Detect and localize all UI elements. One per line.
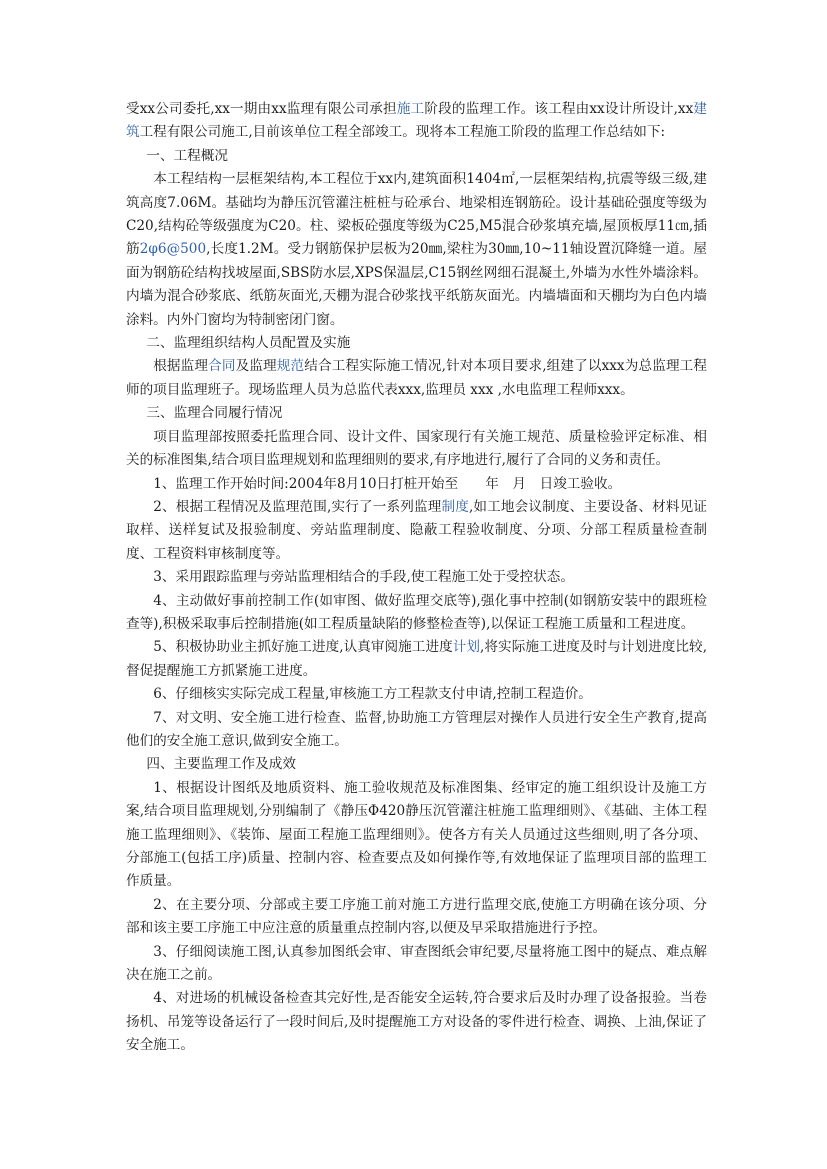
section4-heading: 四、主要监理工作及成效 (146, 756, 296, 773)
section1-heading: 一、工程概况 (146, 147, 228, 164)
section4-item-1: 1、根据设计图纸及地质资料、施工验收规范及标准图集、经审定的施工组织设计及施工方案,结合项目监理规划,分别编制了《静压Φ420静压沉管灌注桩施工监理细则》、《基础、主体工程施工监理细则》、《装饰、屋面工程施工监理细则》。使各方有关人员通过这些细则,明了各分项、分部施工(包括工序)质量、控制内容、检查要点及如何操作等,有效地保证了监理项目部的监理工作质量。 (126, 779, 707, 890)
section2-heading: 二、监理组织结构人员配置及实施 (146, 335, 351, 352)
link-plan[interactable]: 计划 (452, 639, 481, 656)
section4-item-2: 2、在主要分项、分部或主要工序施工前对施工方进行监理交底,使施工方明确在该分项、分部和该主要工序施工中应注意的质量重点控制内容,以便及早采取措施进行予控。 (126, 896, 707, 937)
link-construction[interactable]: 施工 (396, 101, 425, 117)
section3-intro: 项目监理部按照委托监理合同、设计文件、国家现行有关施工规范、质量检验评定标准、相关的标准图集,结合项目监理规划和监理细则的要求,有序地进行,履行了合同的义务和责任。 (126, 428, 707, 469)
section2-paragraph: 根据监理合同及监理规范结合工程实际施工情况,针对本项目要求,组建了以xxx为总监理工程师的项目监理班子。现场监理人员为总监代表xxx,监理员 xxx ,水电监理工程师xxx。 (126, 358, 708, 398)
link-contract[interactable]: 合同 (208, 358, 236, 375)
section3-item-6: 6、仔细核实实际完成工程量,审核施工方工程款支付申请,控制工程造价。 (153, 686, 592, 703)
section1-paragraph: 本工程结构一层框架结构,本工程位于xx内,建筑面积1404㎡,一层框架结构,抗震等级三级,建筑高度7.06M。基础均为静压沉管灌注桩桩与砼承台、地梁相连钢筋砼。设计基础砼强度等级为C20,结构砼等级强度为C20。柱、梁板砼强度等级为C25,M5混合砂浆填充墙,屋顶板厚11㎝,插筋2φ6@500,长度1.2M。受力钢筋保护层板为20㎜,梁柱为30㎜,10~11轴设置沉降缝一道。屋面为钢筋砼结构找坡屋面,SBS防水层,XPS保温层,C15钢丝网细石混凝土,外墙为水性外墙涂料。内墙为混合砂浆底、纸筋灰面光,天棚为混合砂浆找平纸筋灰面光。内墙墙面和天棚均为白色内墙涂料。内外门窗均为特制密闭门窗。 (126, 171, 707, 328)
section3-item-5: 5、积极协助业主抓好施工进度,认真审阅施工进度计划,将实际施工进度及时与计划进度比较,督促提醒施工方抓紧施工进度。 (126, 639, 708, 679)
section3-item-1: 1、监理工作开始时间:2004年8月10日打桩开始至 年 月 日竣工验收。 (153, 475, 622, 492)
section4-item-4: 4、对进场的机械设备检查其完好性,是否能安全运转,符合要求后及时办理了设备报验。当卷扬机、吊笼等设备运行了一段时间后,及时提醒施工方对设备的零件进行检查、调换、上油,保证了安全施工。 (126, 990, 707, 1054)
link-building[interactable]: 建筑 (126, 101, 708, 141)
section3-heading: 三、监理合同履行情况 (146, 405, 283, 422)
intro-paragraph: 受xx公司委托,xx一期由xx监理有限公司承担施工阶段的监理工作。该工程由xx设计所设计,xx建筑工程有限公司施工,目前该单位工程全部竣工。现将本工程施工阶段的监理工作总结如下: (126, 101, 708, 141)
link-system[interactable]: 制度 (441, 498, 469, 515)
section3-item-7: 7、对文明、安全施工进行检查、监督,协助施工方管理层对操作人员进行安全生产教育,提高他们的安全施工意识,做到安全施工。 (126, 709, 707, 749)
section4-item-3: 3、仔细阅读施工图,认真参加图纸会审、审查图纸会审纪要,尽量将施工图中的疑点、难点解决在施工之前。 (126, 943, 707, 984)
link-specification[interactable]: 规范 (276, 358, 305, 375)
section3-item-3: 3、采用跟踪监理与旁站监理相结合的手段,使工程施工处于受控状态。 (153, 569, 574, 586)
section3-item-2: 2、根据工程情况及监理范围,实行了一系列监理制度,如工地会议制度、主要设备、材料见证取样、送样复试及报验制度、旁站监理制度、隐蔽工程验收制度、分项、分部工程质量检查制度、工程资料审核制度等。 (126, 498, 708, 562)
link-rebar-spec[interactable]: 2φ6@500 (139, 241, 207, 258)
section3-item-4: 4、主动做好事前控制工作(如审图、做好监理交底等),强化事中控制(如钢筋安装中的跟班检查等),积极采取事后控制措施(如工程质量缺陷的修整检查等),以保证工程施工质量和工程进度。 (126, 592, 707, 632)
